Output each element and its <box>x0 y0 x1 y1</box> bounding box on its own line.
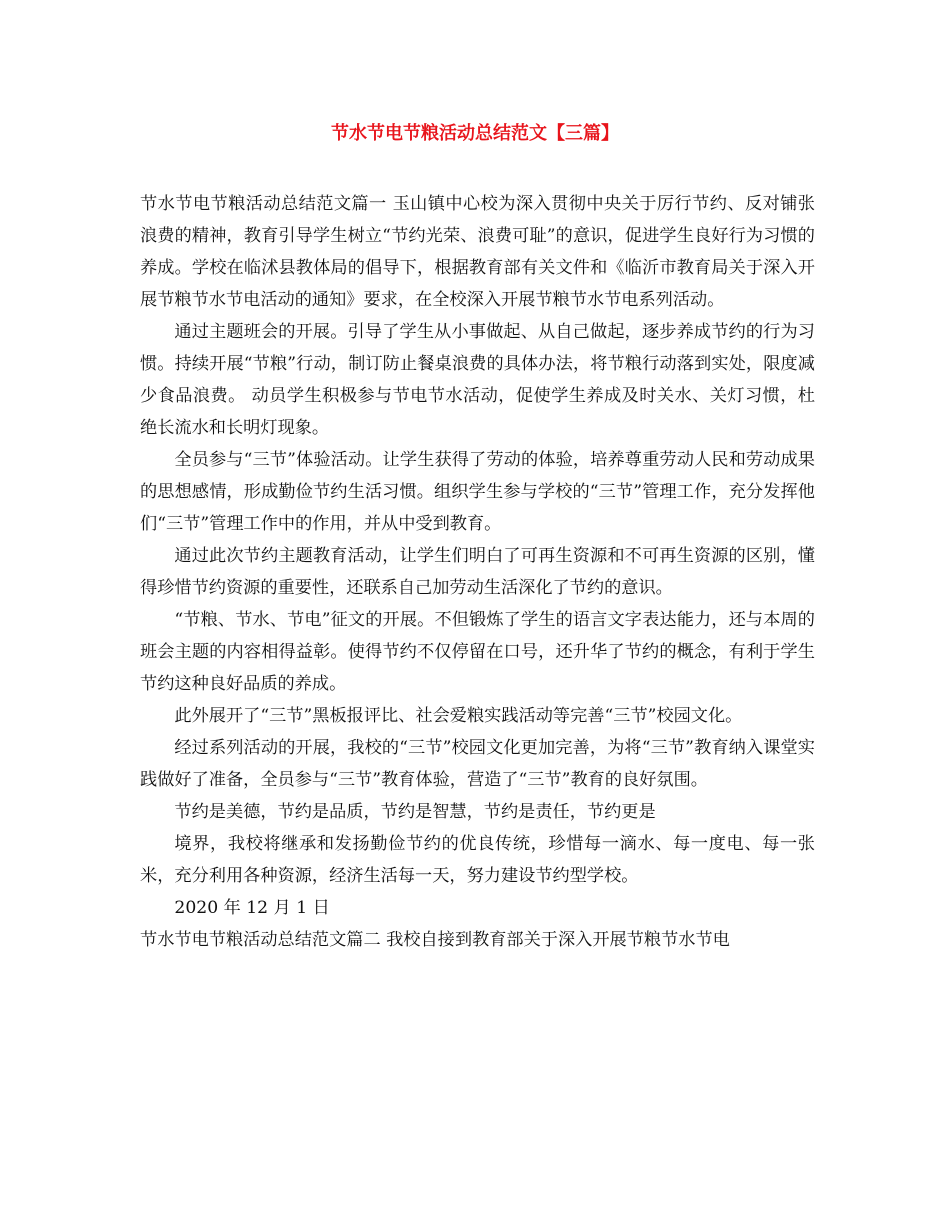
paragraph-date: 2020 年 12 月 1 日 <box>174 898 330 918</box>
paragraph-section-two-intro: 节水节电节粮活动总结范文篇二 我校自接到教育部关于深入开展节粮节水节电 <box>140 930 730 950</box>
paragraph-essay-contest: “节粮、节水、节电”征文的开展。不但锻炼了学生的语言文字表达能力，还与本周的班会主题的内容相得益彰。使得节约不仅停留在口号，还升华了节约的概念，有利于学生节约这种良好品质的养成。 <box>140 610 815 694</box>
paragraph-campus-culture: 经过系列活动的开展，我校的“三节”校园文化更加完善，为将“三节”教育纳入课堂实践做好了准备，全员参与“三节”教育体验，营造了“三节”教育的良好氛围。 <box>140 738 815 790</box>
paragraph-section-one-intro: 节水节电节粮活动总结范文篇一 玉山镇中心校为深入贯彻中央关于厉行节约、反对铺张浪费的精神，教育引导学生树立“节约光荣、浪费可耻”的意识，促进学生良好行为习惯的养成。学校在临沭县教体局的倡导下，根据教育部有关文件和《临沂市教育局关于深入开展节粮节水节电活动的通知》要求，在全校深入开展节粮节水节电系列活动。 <box>140 194 815 310</box>
document-title: 节水节电节粮活动总结范文【三篇】 <box>331 123 619 144</box>
paragraph-realm: 境界，我校将继承和发扬勤俭节约的优良传统，珍惜每一滴水、每一度电、每一张米，充分利用各种资源，经济生活每一天，努力建设节约型学校。 <box>140 834 815 886</box>
paragraph-three-savings-experience: 全员参与“三节”体验活动。让学生获得了劳动的体验，培养尊重劳动人民和劳动成果的思想感情，形成勤俭节约生活习惯。组织学生参与学校的“三节”管理工作，充分发挥他们“三节”管理工作中的作用，并从中受到教育。 <box>140 450 815 534</box>
paragraph-class-meeting: 通过主题班会的开展。引导了学生从小事做起、从自己做起，逐步养成节约的行为习惯。持续开展“节粮”行动，制订防止餐桌浪费的具体办法，将节粮行动落到实处，限度减少食品浪费。 动员学生积极参与节电节水活动，促使学生养成及时关水、关灯习惯，杜绝长流水和长明灯现象。 <box>140 322 815 438</box>
document-body <box>140 188 815 956</box>
paragraph-virtue: 节约是美德，节约是品质，节约是智慧，节约是责任，节约更是 <box>174 802 656 822</box>
paragraph-education-activity: 通过此次节约主题教育活动，让学生们明白了可再生资源和不可再生资源的区别，懂得珍惜节约资源的重要性，还联系自己加劳动生活深化了节约的意识。 <box>140 546 815 598</box>
paragraph-blackboard-contest: 此外展开了“三节”黑板报评比、社会爱粮实践活动等完善“三节”校园文化。 <box>174 706 743 726</box>
